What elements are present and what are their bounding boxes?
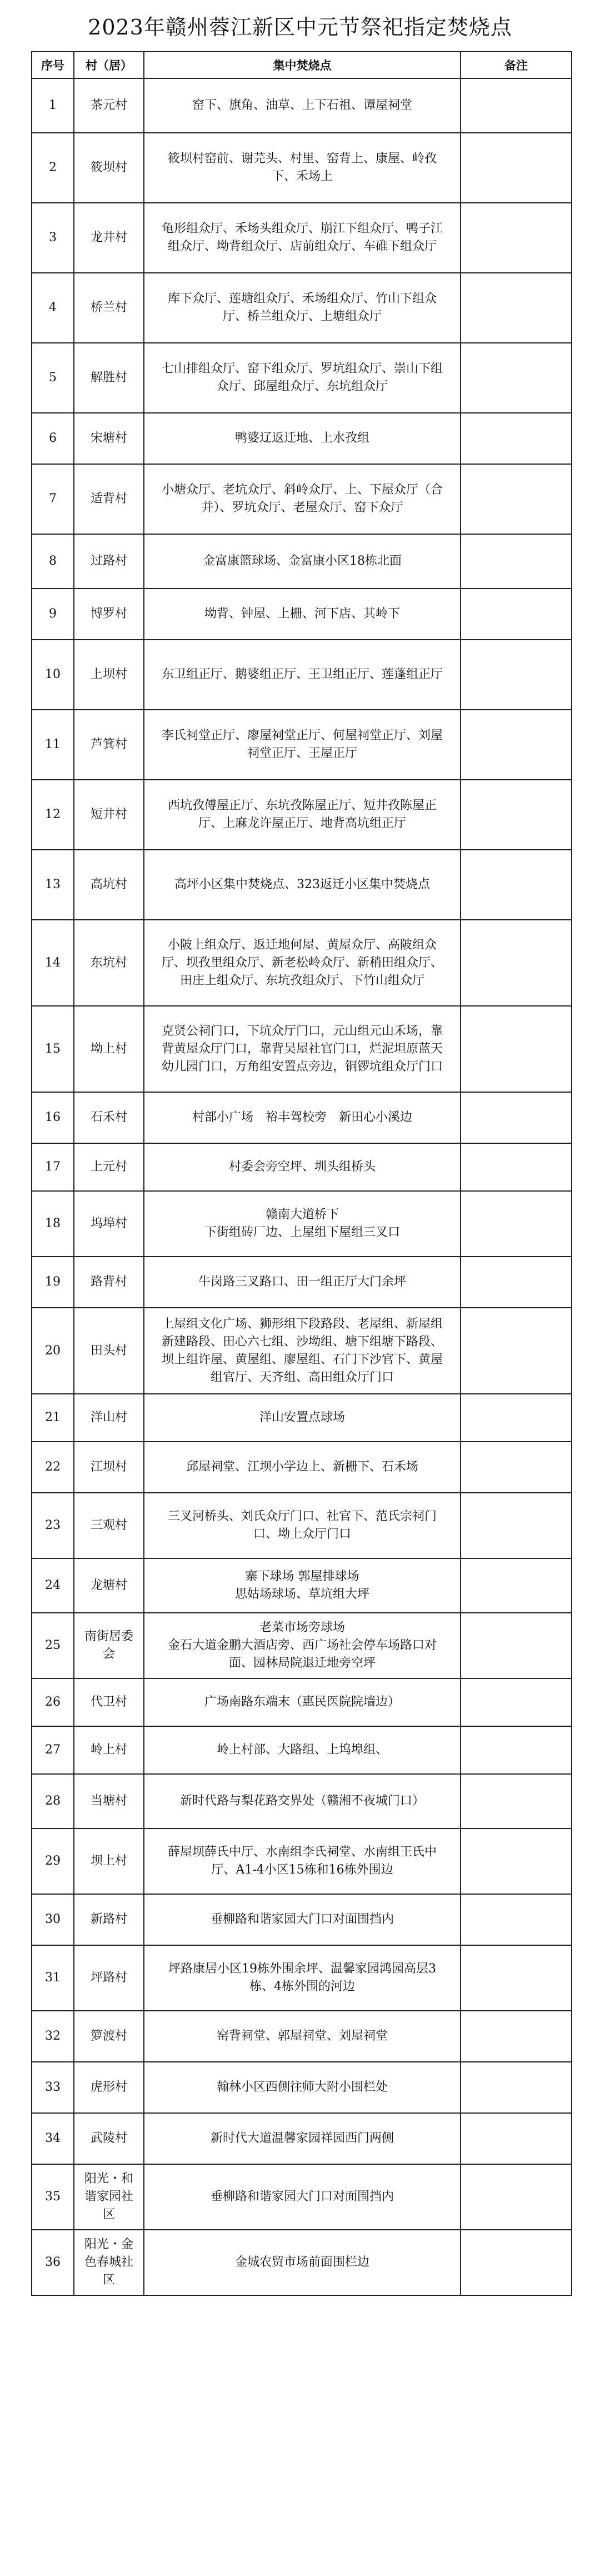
cell-village: 高坑村 — [74, 850, 144, 920]
cell-no: 9 — [32, 589, 74, 640]
cell-no: 31 — [32, 1945, 74, 2011]
table-row — [32, 1945, 572, 2011]
table-row — [32, 273, 572, 343]
cell-no: 10 — [32, 640, 74, 710]
cell-village: 阳光・金色春城社区 — [74, 2230, 144, 2295]
cell-points: 三叉河桥头、刘氏众厅门口、社官下、范氏宗祠门口、坳上众厅门口 — [144, 1493, 461, 1558]
cell-no: 30 — [32, 1894, 74, 1945]
table-row — [32, 1613, 572, 1678]
cell-remark — [461, 1774, 572, 1828]
table-row — [32, 1442, 572, 1493]
cell-points: 村委会旁空坪、圳头组桥头 — [144, 1143, 461, 1191]
cell-village: 芦箕村 — [74, 710, 144, 780]
cell-remark — [461, 920, 572, 1006]
cell-remark — [461, 2113, 572, 2164]
cell-no: 35 — [32, 2164, 74, 2230]
header-remark: 备注 — [461, 52, 572, 78]
cell-no: 21 — [32, 1394, 74, 1442]
table-row — [32, 78, 572, 133]
cell-remark — [461, 1726, 572, 1774]
cell-village: 龙井村 — [74, 203, 144, 273]
table-row — [32, 343, 572, 413]
cell-no: 22 — [32, 1442, 74, 1493]
cell-remark — [461, 2062, 572, 2113]
table-row — [32, 589, 572, 640]
cell-no: 14 — [32, 920, 74, 1006]
cell-no: 6 — [32, 413, 74, 464]
cell-points: 克贤公祠门口，下坑众厅门口，元山组元山禾场，靠背黄屋众厅门口，靠背吴屋社官门口，烂泥坦原蓝天幼儿园门口，万角组安置点旁边，铜锣坑组众厅门口 — [144, 1006, 461, 1092]
cell-no: 1 — [32, 78, 74, 133]
cell-remark — [461, 1257, 572, 1308]
cell-no: 24 — [32, 1558, 74, 1613]
cell-points: 金城农贸市场前面围栏边 — [144, 2230, 461, 2295]
cell-points: 坪路康居小区19栋外围余坪、温馨家园鸿园高层3栋、4栋外围的河边 — [144, 1945, 461, 2011]
header-points: 集中焚烧点 — [144, 52, 461, 78]
table-row — [32, 1828, 572, 1894]
cell-village: 石禾村 — [74, 1092, 144, 1143]
cell-village: 坪路村 — [74, 1945, 144, 2011]
cell-points: 上屋组文化广场、狮形组下段路段、老屋组、新屋组新建路段、田心六七组、沙坳组、塘下组塘下路段、坝上组许屋、黄屋组、廖屋组、石门下沙官下、黄屋组官厅、天齐组、高田组众厅门口 — [144, 1308, 461, 1394]
cell-points: 窑背祠堂、郭屋祠堂、刘屋祠堂 — [144, 2011, 461, 2062]
table-body — [32, 78, 572, 2295]
cell-village: 三观村 — [74, 1493, 144, 1558]
cell-points: 库下众厅、莲塘组众厅、禾场组众厅、竹山下组众厅、桥兰组众厅、上塘组众厅 — [144, 273, 461, 343]
cell-points: 西坑孜傅屋正厅、东坑孜陈屋正厅、短井孜陈屋正厅、上麻龙许屋正厅、地背高坑组正厅 — [144, 780, 461, 850]
cell-no: 12 — [32, 780, 74, 850]
cell-village: 适背村 — [74, 464, 144, 534]
table-row — [32, 2011, 572, 2062]
cell-points: 小塘众厅、老坑众厅、斜岭众厅、上、下屋众厅（合并）、罗坑众厅、老屋众厅、窑下众厅 — [144, 464, 461, 534]
table-row — [32, 1092, 572, 1143]
cell-remark — [461, 1493, 572, 1558]
cell-no: 20 — [32, 1308, 74, 1394]
cell-no: 3 — [32, 203, 74, 273]
cell-village: 田头村 — [74, 1308, 144, 1394]
cell-remark — [461, 710, 572, 780]
cell-no: 25 — [32, 1613, 74, 1678]
cell-remark — [461, 1678, 572, 1726]
cell-no: 33 — [32, 2062, 74, 2113]
cell-no: 17 — [32, 1143, 74, 1191]
cell-remark — [461, 1092, 572, 1143]
cell-village: 过路村 — [74, 534, 144, 589]
table-row — [32, 1006, 572, 1092]
table-row — [32, 780, 572, 850]
cell-village: 宋塘村 — [74, 413, 144, 464]
cell-village: 岭上村 — [74, 1726, 144, 1774]
cell-remark — [461, 1894, 572, 1945]
cell-points: 高坪小区集中焚烧点、323返迁小区集中焚烧点 — [144, 850, 461, 920]
cell-points: 邱屋祠堂、江坝小学边上、新栅下、石禾场 — [144, 1442, 461, 1493]
table-header-row — [32, 52, 572, 78]
cell-no: 18 — [32, 1191, 74, 1257]
table-row — [32, 2230, 572, 2295]
cell-village: 江坝村 — [74, 1442, 144, 1493]
cell-remark — [461, 1143, 572, 1191]
table-row — [32, 920, 572, 1006]
table-row — [32, 1493, 572, 1558]
cell-no: 8 — [32, 534, 74, 589]
cell-points: 广场南路东端末（惠民医院院墙边） — [144, 1678, 461, 1726]
cell-points: 牛岗路三叉路口、田一组正厅大门余坪 — [144, 1257, 461, 1308]
table-row — [32, 1894, 572, 1945]
table-row — [32, 2164, 572, 2230]
cell-village: 阳光・和谐家园社区 — [74, 2164, 144, 2230]
table-row — [32, 1257, 572, 1308]
cell-village: 筱坝村 — [74, 133, 144, 203]
header-village: 村（居） — [74, 52, 144, 78]
cell-remark — [461, 133, 572, 203]
table-row — [32, 850, 572, 920]
cell-village: 坝上村 — [74, 1828, 144, 1894]
cell-remark — [461, 2164, 572, 2230]
cell-points: 坳背、钟屋、上栅、河下店、其岭下 — [144, 589, 461, 640]
cell-points: 东卫组正厅、鹅婆组正厅、王卫组正厅、莲蓬组正厅 — [144, 640, 461, 710]
cell-remark — [461, 1006, 572, 1092]
cell-remark — [461, 413, 572, 464]
cell-remark — [461, 2230, 572, 2295]
cell-no: 27 — [32, 1726, 74, 1774]
cell-remark — [461, 464, 572, 534]
cell-no: 13 — [32, 850, 74, 920]
cell-village: 上元村 — [74, 1143, 144, 1191]
cell-points: 翰林小区西侧往师大附小围栏处 — [144, 2062, 461, 2113]
cell-village: 路背村 — [74, 1257, 144, 1308]
cell-village: 坳上村 — [74, 1006, 144, 1092]
cell-points: 七山排组众厅、窑下组众厅、罗坑组众厅、崇山下组众厅、邱屋组众厅、东坑组众厅 — [144, 343, 461, 413]
cell-no: 2 — [32, 133, 74, 203]
cell-no: 32 — [32, 2011, 74, 2062]
cell-points: 薛屋坝薛氏中厅、水南组李氏祠堂、水南组王氏中厅、A1-4小区15栋和16栋外围边 — [144, 1828, 461, 1894]
cell-points: 老菜市场旁球场 金石大道金鹏大酒店旁、西广场社会停车场路口对面、园林局院退迁地旁空坪 — [144, 1613, 461, 1678]
document-title: 2023年赣州蓉江新区中元节祭祀指定焚烧点 — [88, 15, 512, 39]
cell-points: 窑下、旗角、油草、上下石祖、谭屋祠堂 — [144, 78, 461, 133]
cell-points: 岭上村部、大路组、上坞埠组、 — [144, 1726, 461, 1774]
table-row — [32, 534, 572, 589]
table-row — [32, 133, 572, 203]
cell-points: 小陂上组众厅、返迁地何屋、黄屋众厅、高陂组众厅、坝孜里组众厅、新老松岭众厅、新稍田组众厅、田庄上组众厅、东坑孜组众厅、下竹山组众厅 — [144, 920, 461, 1006]
table-row — [32, 1726, 572, 1774]
table-row — [32, 640, 572, 710]
burning-points-table — [31, 51, 572, 2296]
cell-village: 坞埠村 — [74, 1191, 144, 1257]
cell-no: 16 — [32, 1092, 74, 1143]
cell-remark — [461, 1945, 572, 2011]
cell-village: 虎形村 — [74, 2062, 144, 2113]
cell-points: 龟形组众厅、禾场头组众厅、崩江下组众厅、鸭子江组众厅、坳背组众厅、店前组众厅、车碓下组众厅 — [144, 203, 461, 273]
cell-points: 寨下球场 郭屋排球场 思姑场球场、草坑组大坪 — [144, 1558, 461, 1613]
cell-points: 洋山安置点球场 — [144, 1394, 461, 1442]
cell-remark — [461, 850, 572, 920]
cell-remark — [461, 1442, 572, 1493]
cell-no: 34 — [32, 2113, 74, 2164]
cell-village: 箩渡村 — [74, 2011, 144, 2062]
header-no: 序号 — [32, 52, 74, 78]
cell-village: 上坝村 — [74, 640, 144, 710]
cell-village: 桥兰村 — [74, 273, 144, 343]
cell-village: 南街居委会 — [74, 1613, 144, 1678]
cell-remark — [461, 343, 572, 413]
cell-no: 28 — [32, 1774, 74, 1828]
cell-no: 11 — [32, 710, 74, 780]
cell-village: 茶元村 — [74, 78, 144, 133]
table-row — [32, 2113, 572, 2164]
table-row — [32, 464, 572, 534]
cell-remark — [461, 534, 572, 589]
cell-remark — [461, 589, 572, 640]
cell-remark — [461, 1191, 572, 1257]
cell-no: 23 — [32, 1493, 74, 1558]
table-row — [32, 2062, 572, 2113]
table-row — [32, 1308, 572, 1394]
table-row — [32, 413, 572, 464]
cell-village: 新路村 — [74, 1894, 144, 1945]
cell-remark — [461, 780, 572, 850]
cell-points: 村部小广场 裕丰驾校旁 新田心小溪边 — [144, 1092, 461, 1143]
cell-no: 36 — [32, 2230, 74, 2295]
cell-village: 短井村 — [74, 780, 144, 850]
cell-remark — [461, 1558, 572, 1613]
cell-no: 7 — [32, 464, 74, 534]
cell-points: 李氏祠堂正厅、廖屋祠堂正厅、何屋祠堂正厅、刘屋祠堂正厅、王屋正厅 — [144, 710, 461, 780]
cell-points: 新时代大道温馨家园祥园西门两侧 — [144, 2113, 461, 2164]
cell-village: 代卫村 — [74, 1678, 144, 1726]
table-row — [32, 1558, 572, 1613]
cell-no: 29 — [32, 1828, 74, 1894]
table-row — [32, 710, 572, 780]
cell-points: 金富康篮球场、金富康小区18栋北面 — [144, 534, 461, 589]
table-row — [32, 1678, 572, 1726]
cell-remark — [461, 1613, 572, 1678]
cell-village: 当塘村 — [74, 1774, 144, 1828]
table-row — [32, 1394, 572, 1442]
cell-points: 赣南大道桥下 下街组砖厂边、上屋组下屋组三叉口 — [144, 1191, 461, 1257]
table-row — [32, 1143, 572, 1191]
cell-remark — [461, 203, 572, 273]
cell-points: 筱坝村窑前、谢芫头、村里、窑背上、康屋、岭孜下、禾场上 — [144, 133, 461, 203]
cell-points: 鸭婆辽返迁地、上水孜组 — [144, 413, 461, 464]
cell-remark — [461, 1308, 572, 1394]
cell-village: 解胜村 — [74, 343, 144, 413]
cell-village: 龙塘村 — [74, 1558, 144, 1613]
cell-remark — [461, 1394, 572, 1442]
table-row — [32, 1774, 572, 1828]
cell-village: 博罗村 — [74, 589, 144, 640]
cell-points: 垂柳路和谐家园大门口对面围挡内 — [144, 2164, 461, 2230]
cell-no: 5 — [32, 343, 74, 413]
cell-village: 洋山村 — [74, 1394, 144, 1442]
cell-points: 新时代路与梨花路交界处（赣湘不夜城门口） — [144, 1774, 461, 1828]
cell-no: 26 — [32, 1678, 74, 1726]
cell-points: 垂柳路和谐家园大门口对面围挡内 — [144, 1894, 461, 1945]
cell-remark — [461, 1828, 572, 1894]
cell-village: 武陵村 — [74, 2113, 144, 2164]
cell-no: 19 — [32, 1257, 74, 1308]
table-row — [32, 203, 572, 273]
cell-no: 4 — [32, 273, 74, 343]
cell-remark — [461, 640, 572, 710]
cell-no: 15 — [32, 1006, 74, 1092]
table-row — [32, 1191, 572, 1257]
cell-remark — [461, 273, 572, 343]
cell-village: 东坑村 — [74, 920, 144, 1006]
cell-remark — [461, 2011, 572, 2062]
cell-remark — [461, 78, 572, 133]
